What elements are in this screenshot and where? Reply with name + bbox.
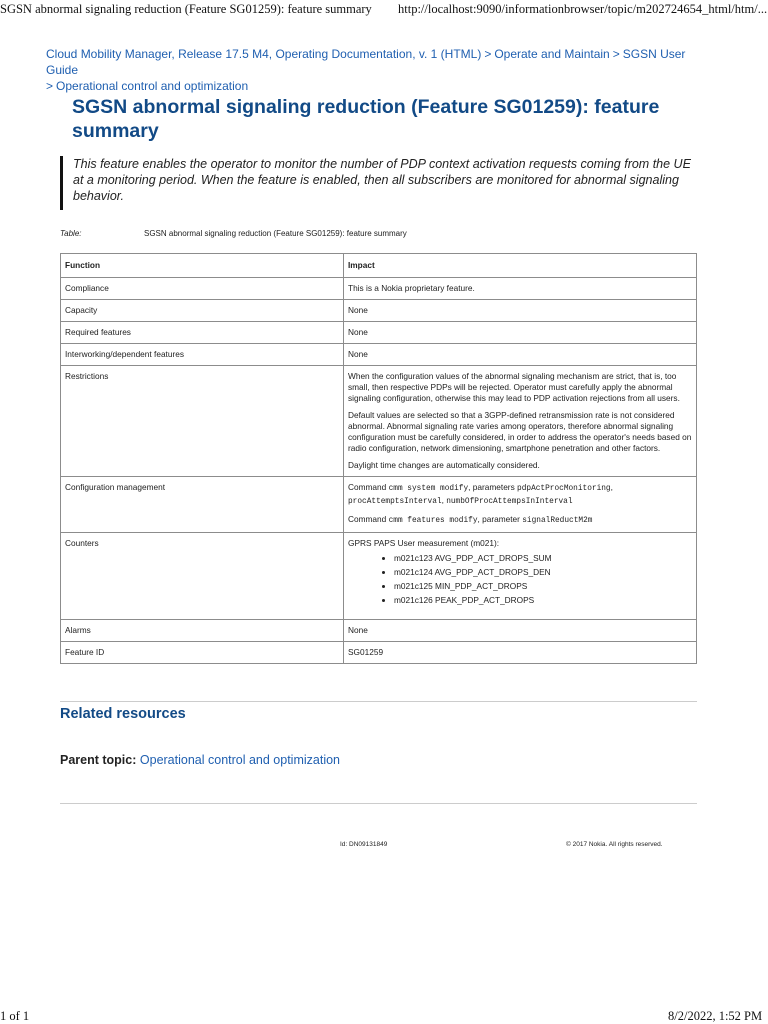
table-row (61, 344, 697, 366)
function-cell: Counters (61, 533, 344, 620)
config-text: , parameter (477, 514, 520, 524)
impact-cell: None (344, 322, 697, 344)
impact-cell: None (344, 300, 697, 322)
table-row (61, 642, 697, 664)
table-caption-title: SGSN abnormal signaling reduction (Feature SG01259): feature summary (144, 229, 407, 238)
breadcrumb-link-sgsn-user-guide[interactable]: SGSN User Guide (46, 47, 686, 77)
list-item: • m021c126 PEAK_PDP_ACT_DROPS (394, 595, 692, 606)
table-caption-label: Table: (60, 229, 82, 238)
counters-intro: GPRS PAPS User measurement (m021): (348, 538, 500, 548)
column-header-impact: Impact (344, 254, 697, 278)
breadcrumb-link-operate-and-maintain[interactable]: Operate and Maintain (494, 47, 610, 61)
table-row (61, 533, 697, 620)
feature-summary-table (60, 253, 697, 664)
restrictions-paragraph: Daylight time changes are automatically considered. (348, 460, 540, 470)
function-cell: Required features (61, 322, 344, 344)
impact-cell: SG01259 (344, 642, 697, 664)
divider (60, 701, 697, 702)
parent-topic (60, 753, 340, 767)
restrictions-paragraph: When the configuration values of the abnormal signaling mechanism are strict, that is, too small, then respective PDPs will be rejected. Operator must carefully apply the abnormal signaling configuration, otherwise this may lead to PDP activation rejections from all users. (348, 371, 680, 403)
print-datetime: 8/2/2022, 1:52 PM (668, 1009, 763, 1023)
parent-topic-link[interactable]: Operational control and optimization (139, 753, 341, 767)
parameter-code: numbOfProcAttempsInInterval (446, 498, 573, 506)
config-text: , parameters (468, 482, 515, 492)
list-item: • m021c123 AVG_PDP_ACT_DROPS_SUM (394, 553, 692, 564)
impact-cell: None (344, 344, 697, 366)
parameter-code: procAttemptsInterval (348, 498, 442, 506)
table-row (61, 278, 697, 300)
config-text: , (610, 482, 613, 492)
counters-list (348, 553, 692, 606)
breadcrumb-link-operational-control[interactable]: Operational control and optimization (56, 79, 249, 93)
print-header (0, 2, 768, 20)
function-cell: Alarms (61, 620, 344, 642)
config-text: , (441, 495, 444, 505)
impact-cell (344, 366, 697, 477)
impact-cell (344, 477, 697, 533)
page-number: 1 of 1 (0, 1009, 30, 1023)
list-item: • m021c124 AVG_PDP_ACT_DROPS_DEN (394, 567, 692, 578)
column-header-function: Function (61, 254, 344, 278)
copyright: © 2017 Nokia. All rights reserved. (566, 841, 663, 848)
table-row (61, 366, 697, 477)
parameter-code: pdpActProcMonitoring (517, 485, 611, 493)
function-cell: Restrictions (61, 366, 344, 477)
function-cell: Compliance (61, 278, 344, 300)
function-cell: Capacity (61, 300, 344, 322)
short-description: This feature enables the operator to monitor the number of PDP context activation requests coming from the UE at a monitoring period. When the feature is enabled, then all subscribers are monitored for abnormal signaling behavior. (60, 156, 700, 210)
function-cell: Interworking/dependent features (61, 344, 344, 366)
impact-cell: None (344, 620, 697, 642)
page-title: SGSN abnormal signaling reduction (Feature SG01259): feature summary (72, 96, 660, 142)
restrictions-paragraph: Default values are selected so that a 3GPP-defined retransmission rate is not considered abnormal. Abnormal signaling rate varies among operators, therefore abnormal signaling configuration must be carefully considered, in order to address the operator's needs based on radio configuration, network dimensioning, smartphone penetration and other factors. (348, 410, 692, 453)
config-line-2 (348, 514, 692, 527)
table-row (61, 322, 697, 344)
breadcrumb-link-documentation[interactable]: Cloud Mobility Manager, Release 17.5 M4, Operating Documentation, v. 1 (HTML) (46, 47, 482, 61)
command-code: cmm system modify (388, 485, 469, 493)
config-text: Command (348, 514, 387, 524)
table-row (61, 477, 697, 533)
divider (60, 803, 697, 804)
command-code: cmm features modify (388, 517, 478, 525)
table-row (61, 300, 697, 322)
print-header-title: SGSN abnormal signaling reduction (Feature SG01259): feature summary (0, 2, 372, 16)
parameter-code: signalReductM2m (522, 517, 593, 525)
config-text: Command (348, 482, 387, 492)
print-header-url: http://localhost:9090/informationbrowser/topic/m202724654_html/htm/... (398, 2, 768, 16)
breadcrumb-separator: > (612, 47, 620, 61)
list-item: • m021c125 MIN_PDP_ACT_DROPS (394, 581, 692, 592)
breadcrumb (46, 46, 696, 94)
document-id: Id: DN09131849 (340, 841, 388, 848)
impact-cell (344, 533, 697, 620)
impact-cell: This is a Nokia proprietary feature. (344, 278, 697, 300)
breadcrumb-separator: > (484, 47, 492, 61)
breadcrumb-separator: > (46, 79, 54, 93)
config-line-1 (348, 482, 692, 508)
table-row (61, 620, 697, 642)
function-cell: Feature ID (61, 642, 344, 664)
function-cell: Configuration management (61, 477, 344, 533)
parent-topic-label: Parent topic: (60, 753, 137, 767)
related-resources-heading: Related resources (60, 706, 186, 722)
table-header-row (61, 254, 697, 278)
